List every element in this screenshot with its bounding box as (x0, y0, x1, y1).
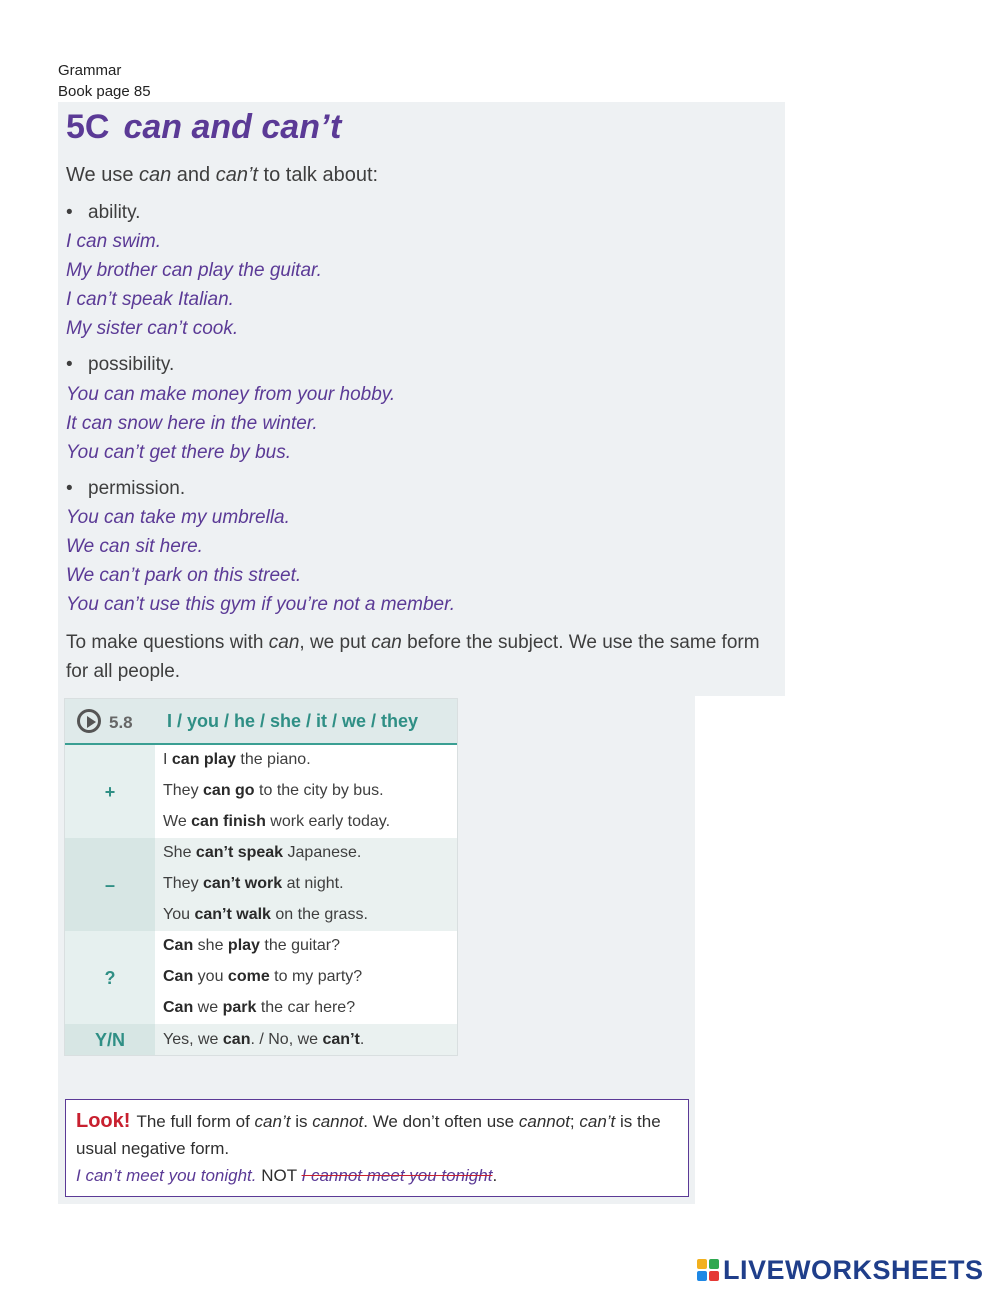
table-persons-header: I / you / he / she / it / we / they (167, 711, 419, 731)
table-sentence: They can’t work at night. (163, 875, 344, 892)
bullet-possibility: • possibility. (66, 354, 175, 375)
look-example: I can’t meet you tonight. NOT I cannot meet you tonight. (76, 1166, 498, 1185)
incorrect-example: I cannot meet you tonight (301, 1166, 493, 1185)
look-box (65, 1099, 689, 1197)
look-label: Look! (76, 1110, 131, 1132)
example-sentence: You can make money from your hobby. (66, 384, 396, 405)
table-sentence: They can go to the city by bus. (163, 782, 384, 799)
example-sentence: It can snow here in the winter. (66, 413, 318, 434)
audio-track-number: 5.8 (109, 713, 133, 732)
audio-play-icon[interactable] (77, 709, 101, 733)
example-sentence: You can’t get there by bus. (66, 442, 291, 463)
short-answer-symbol: Y/N (94, 1030, 125, 1050)
grammar-table (64, 698, 458, 1056)
lesson-title (66, 108, 341, 147)
table-sentence: You can’t walk on the grass. (163, 906, 368, 923)
table-sentence: We can finish work early today. (163, 813, 391, 830)
example-sentence: I can swim. (66, 231, 162, 252)
example-sentence: My brother can play the guitar. (66, 260, 322, 281)
header-page-ref: Book page 85 (58, 83, 151, 100)
negative-symbol: – (104, 875, 115, 895)
bullet-ability: • ability. (66, 202, 141, 223)
look-text: Look! The full form of can’t is cannot. We don’t often use cannot; can’t is the usual negative form. (76, 1110, 661, 1158)
logo-icon (697, 1259, 719, 1281)
table-sentence: I can play the piano. (163, 751, 311, 768)
table-sentence: She can’t speak Japanese. (163, 844, 362, 861)
affirmative-symbol: + (104, 782, 116, 802)
table-sentence: Can you come to my party? (163, 968, 363, 985)
table-sentence: Can she play the guitar? (163, 937, 340, 954)
question-symbol: ? (104, 968, 116, 988)
example-sentence: I can’t speak Italian. (66, 289, 234, 310)
example-sentence: We can’t park on this street. (66, 565, 302, 586)
liveworksheets-logo (697, 1255, 984, 1285)
table-sentence: Can we park the car here? (163, 999, 356, 1016)
example-sentence: We can sit here. (66, 536, 203, 557)
table-header (65, 699, 457, 745)
logo-text: LIVEWORKSHEETS (723, 1254, 984, 1285)
page-header (58, 60, 151, 102)
header-subject: Grammar (58, 62, 122, 79)
bullet-permission: • permission. (66, 478, 186, 499)
lesson-title-text: can and can’t (123, 108, 342, 146)
example-sentence: You can take my umbrella. (66, 507, 290, 528)
table-sentence: Yes, we can. / No, we can’t. (163, 1031, 365, 1048)
example-sentence: My sister can’t cook. (66, 318, 239, 339)
question-note: To make questions with can, we put can before the subject. We use the same form for all people. (66, 632, 760, 682)
example-sentence: You can’t use this gym if you’re not a member. (66, 594, 455, 615)
intro-text: We use can and can’t to talk about: (66, 164, 379, 186)
lesson-number: 5C (66, 108, 110, 146)
